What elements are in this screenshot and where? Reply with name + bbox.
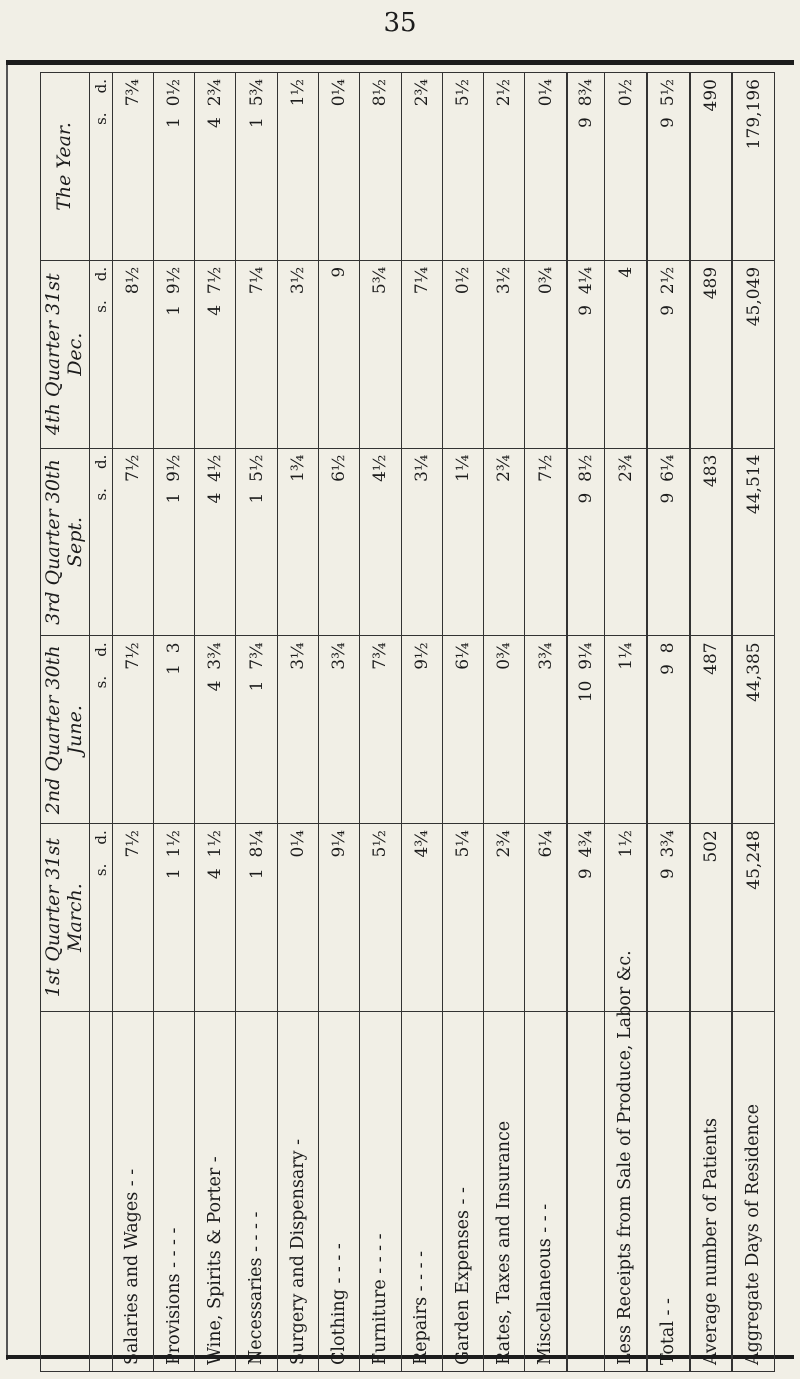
pence: 3¾	[535, 642, 556, 670]
cell-q2: 487	[690, 636, 733, 824]
table-row	[153, 73, 194, 1372]
cell-q2: 44,385	[732, 636, 774, 824]
pence: 3¾	[658, 830, 679, 858]
shillings: 9	[658, 304, 679, 316]
cell-q2	[153, 636, 194, 824]
pence: 2¾	[411, 79, 432, 107]
shillings: 9	[576, 868, 597, 880]
rotated-table	[40, 72, 775, 1372]
table-body	[112, 73, 774, 1372]
cell-q2	[277, 636, 318, 824]
shillings: 4	[205, 680, 226, 692]
header-q4: 4th Quarter 31st Dec.	[41, 260, 90, 448]
row-label: Total - -	[647, 1012, 690, 1372]
cell-q3: 44,514	[732, 448, 774, 636]
cell-q4	[319, 260, 360, 448]
table-row	[360, 73, 401, 1372]
pence: 1¼	[452, 454, 473, 482]
currency-q2: s. d.	[89, 636, 112, 824]
row-label: Salaries and Wages - -	[112, 1012, 153, 1372]
row-label: Average number of Patients	[690, 1012, 733, 1372]
shillings: 10	[576, 680, 597, 703]
row-label: Wine, Spirits & Porter -	[195, 1012, 236, 1372]
cell-q2	[236, 636, 277, 824]
shillings: 1	[246, 492, 267, 504]
row-label: Rates, Taxes and Insurance	[484, 1012, 525, 1372]
table-row	[277, 73, 318, 1372]
row-label: Repairs - - - -	[401, 1012, 442, 1372]
pence: 1¼	[615, 642, 636, 670]
pence: 3¾	[205, 642, 226, 670]
pence: 2¾	[205, 79, 226, 107]
cell-year	[112, 73, 153, 261]
pence: 9½	[411, 642, 432, 670]
header-q3: 3rd Quarter 30th Sept.	[41, 448, 90, 636]
shillings: 9	[658, 868, 679, 880]
pence: 4	[615, 266, 636, 278]
table-row	[567, 73, 605, 1372]
cost-table	[40, 72, 775, 1372]
cell-q2	[442, 636, 483, 824]
cell-year: 490	[690, 73, 733, 261]
pence: 9½	[164, 454, 185, 482]
shillings: 4	[205, 117, 226, 128]
row-label: Miscellaneous - - -	[525, 1012, 567, 1372]
pence: 3¼	[287, 642, 308, 670]
cell-year	[525, 73, 567, 261]
cell-q1: 502	[690, 824, 733, 1012]
pence: 0¼	[287, 830, 308, 858]
cell-q4	[605, 260, 647, 448]
cell-q3	[401, 448, 442, 636]
table-row	[442, 73, 483, 1372]
pence: 9¼	[329, 830, 350, 858]
currency-q3: s. d.	[89, 448, 112, 636]
row-label: Surgery and Dispensary -	[277, 1012, 318, 1372]
pence: 3	[164, 642, 185, 654]
pence: 7½	[535, 454, 556, 482]
pence: 9½	[164, 266, 185, 295]
table-row	[195, 73, 236, 1372]
pence: 8½	[370, 79, 391, 107]
cell-q4	[647, 260, 690, 448]
pence: 0½	[164, 79, 185, 107]
pence: 4½	[205, 454, 226, 482]
pence: 4½	[370, 454, 391, 482]
table-row	[605, 73, 647, 1372]
row-label: Necessaries - - - -	[236, 1012, 277, 1372]
cell-q3	[236, 448, 277, 636]
pence: 3¼	[411, 454, 432, 482]
shillings: 1	[164, 492, 185, 504]
pence: 1¾	[287, 454, 308, 482]
cell-q2	[605, 636, 647, 824]
pence: 4¼	[576, 266, 597, 295]
pence: 3½	[287, 266, 308, 295]
cell-q1	[525, 824, 567, 1012]
pence: 2½	[658, 266, 679, 295]
row-label: Clothing - - - -	[319, 1012, 360, 1372]
cell-year	[567, 73, 605, 261]
table-row	[236, 73, 277, 1372]
cell-q4	[112, 260, 153, 448]
table-row	[319, 73, 360, 1372]
row-label: Furniture - - - -	[360, 1012, 401, 1372]
shillings: 1	[164, 304, 185, 316]
pence: 1½	[164, 830, 185, 858]
pence: 8½	[122, 266, 143, 295]
cell-q1	[153, 824, 194, 1012]
pence: 7½	[122, 830, 143, 858]
pence: 1½	[287, 79, 308, 107]
shillings: 9	[658, 492, 679, 504]
cell-year	[195, 73, 236, 261]
shillings: 4	[205, 492, 226, 504]
shillings: 1	[164, 664, 185, 675]
cell-year	[605, 73, 647, 261]
cell-q4	[195, 260, 236, 448]
cell-q2	[525, 636, 567, 824]
shillings: 9	[658, 117, 679, 128]
currency-label	[89, 1012, 112, 1372]
cell-q2	[567, 636, 605, 824]
pence: 6¼	[452, 642, 473, 670]
pence: 8¼	[246, 830, 267, 858]
cell-q3	[525, 448, 567, 636]
cell-q3	[567, 448, 605, 636]
shillings: 9	[576, 304, 597, 316]
pence: 0¼	[329, 79, 350, 107]
cell-year	[319, 73, 360, 261]
cell-q4	[484, 260, 525, 448]
table-row	[112, 73, 153, 1372]
cell-q3	[484, 448, 525, 636]
header-year: The Year.	[41, 73, 90, 261]
cell-q4	[401, 260, 442, 448]
shillings: 1	[246, 868, 267, 880]
pence: 4¾	[411, 830, 432, 858]
table-row	[525, 73, 567, 1372]
header-q1: 1st Quarter 31st March.	[41, 824, 90, 1012]
cell-q1: 45,248	[732, 824, 774, 1012]
cell-q4	[277, 260, 318, 448]
pence: 9¼	[576, 642, 597, 670]
pence: 7½	[205, 266, 226, 295]
cell-year	[236, 73, 277, 261]
cell-year: 179,196	[732, 73, 774, 261]
cell-q3	[647, 448, 690, 636]
cell-q3	[605, 448, 647, 636]
cell-q4	[525, 260, 567, 448]
row-label: Garden Expenses - -	[442, 1012, 483, 1372]
currency-q1: s. d.	[89, 824, 112, 1012]
pence: 8¾	[576, 79, 597, 107]
shillings: 1	[246, 117, 267, 128]
currency-q4: s. d.	[89, 260, 112, 448]
pence: 5¼	[452, 830, 473, 858]
pence: 7¾	[370, 642, 391, 670]
cell-q1	[401, 824, 442, 1012]
cell-q2	[647, 636, 690, 824]
shillings: 4	[205, 304, 226, 316]
pence: 1½	[615, 830, 636, 858]
pence: 3¾	[329, 642, 350, 670]
pence: 0½	[452, 266, 473, 295]
header-label	[41, 1012, 90, 1372]
pence: 2¾	[615, 454, 636, 482]
pence: 0¾	[494, 642, 515, 670]
cell-q4	[567, 260, 605, 448]
row-label: Less Receipts from Sale of Produce, Labor &c.	[605, 1012, 647, 1372]
table-row	[732, 73, 774, 1372]
table-row	[401, 73, 442, 1372]
cell-q3	[153, 448, 194, 636]
row-label	[567, 1012, 605, 1372]
pence: 2¾	[494, 454, 515, 482]
pence: 5½	[452, 79, 473, 107]
cell-q1	[484, 824, 525, 1012]
pence: 7½	[122, 454, 143, 482]
cell-q1	[319, 824, 360, 1012]
shillings: 1	[164, 117, 185, 128]
shillings: 4	[205, 868, 226, 880]
cell-q1	[236, 824, 277, 1012]
pence: 2½	[494, 79, 515, 107]
cell-q2	[484, 636, 525, 824]
cell-q3	[360, 448, 401, 636]
cell-q1	[360, 824, 401, 1012]
cell-q4	[442, 260, 483, 448]
pence: 6½	[329, 454, 350, 482]
cell-q1	[567, 824, 605, 1012]
header-row	[41, 73, 90, 1372]
cell-year	[277, 73, 318, 261]
row-label: Provisions - - - -	[153, 1012, 194, 1372]
pence: 2¾	[494, 830, 515, 858]
pence: 5½	[658, 79, 679, 107]
cell-q2	[401, 636, 442, 824]
cell-q1	[195, 824, 236, 1012]
cell-q1	[112, 824, 153, 1012]
pence: 1½	[205, 830, 226, 858]
cell-q3	[277, 448, 318, 636]
pence: 6¼	[535, 830, 556, 858]
shillings: 9	[576, 492, 597, 504]
pence: 9	[329, 266, 350, 278]
pence: 4¾	[576, 830, 597, 858]
cell-q4	[153, 260, 194, 448]
cell-q2	[112, 636, 153, 824]
cell-q3	[112, 448, 153, 636]
cell-q3: 483	[690, 448, 733, 636]
currency-row	[89, 73, 112, 1372]
cell-q3	[442, 448, 483, 636]
pence: 5¾	[246, 79, 267, 107]
page-number: 35	[383, 8, 417, 38]
header-q2: 2nd Quarter 30th June.	[41, 636, 90, 824]
shillings: 1	[246, 680, 267, 692]
cell-year	[401, 73, 442, 261]
pence: 8	[658, 642, 679, 654]
pence: 0¾	[535, 266, 556, 295]
pence: 5¾	[370, 266, 391, 295]
cell-q4: 489	[690, 260, 733, 448]
cell-q4	[360, 260, 401, 448]
cell-q1	[442, 824, 483, 1012]
cell-q2	[360, 636, 401, 824]
pence: 6¼	[658, 454, 679, 482]
shillings: 9	[576, 117, 597, 128]
cell-year	[360, 73, 401, 261]
pence: 7¼	[246, 266, 267, 295]
pence: 0½	[615, 79, 636, 107]
cell-q1	[277, 824, 318, 1012]
shillings: 9	[658, 664, 679, 675]
pence: 7¾	[246, 642, 267, 670]
cell-q3	[195, 448, 236, 636]
cell-q2	[319, 636, 360, 824]
cell-q4	[236, 260, 277, 448]
cell-year	[153, 73, 194, 261]
cell-q1	[647, 824, 690, 1012]
cell-q3	[319, 448, 360, 636]
table-row	[647, 73, 690, 1372]
pence: 0¼	[535, 79, 556, 107]
cell-q4: 45,049	[732, 260, 774, 448]
row-label: Aggregate Days of Residence	[732, 1012, 774, 1372]
cell-q2	[195, 636, 236, 824]
currency-year: s. d.	[89, 73, 112, 261]
pence: 7¾	[122, 79, 143, 107]
pence: 7½	[122, 642, 143, 670]
cell-year	[647, 73, 690, 261]
pence: 3½	[494, 266, 515, 295]
table-row	[690, 73, 733, 1372]
cell-year	[442, 73, 483, 261]
cell-year	[484, 73, 525, 261]
table-row	[484, 73, 525, 1372]
pence: 8½	[576, 454, 597, 482]
pence: 5½	[370, 830, 391, 858]
pence: 5½	[246, 454, 267, 482]
pence: 7¼	[411, 266, 432, 295]
shillings: 1	[164, 868, 185, 880]
